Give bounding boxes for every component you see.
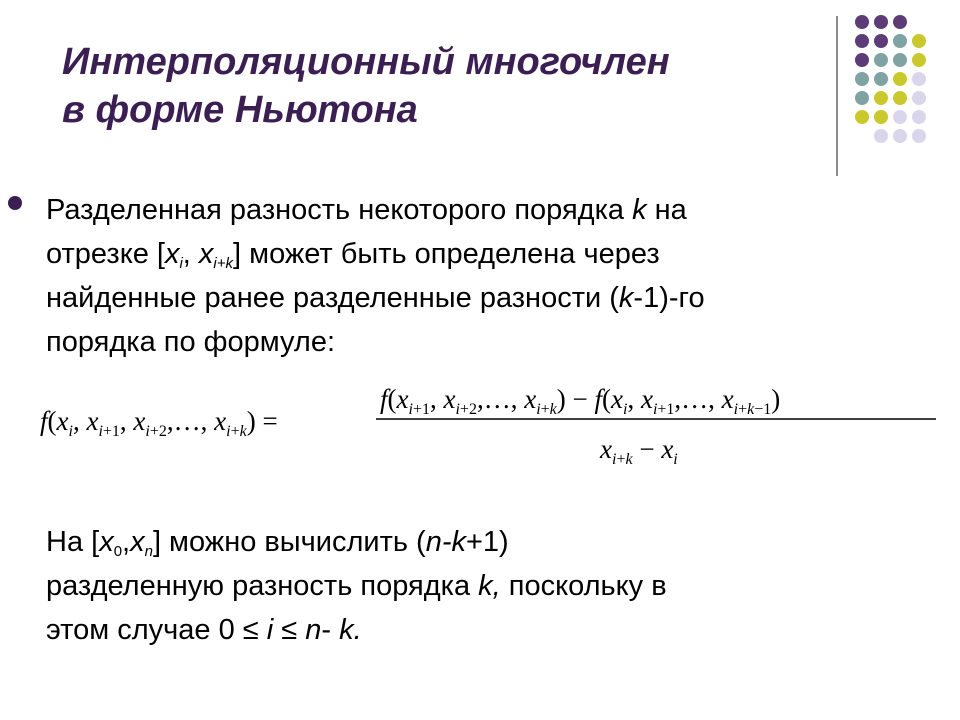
decorative-dot [893,53,907,67]
text-run: На [ [46,526,100,558]
divided-difference-formula [30,372,940,472]
decorative-dot [855,110,869,124]
decorative-dot [855,53,869,67]
decorative-dot [874,34,888,48]
var-k: k. [339,614,362,646]
var-k: k [618,282,634,314]
subscript-i: i [179,255,183,272]
decorative-dot [855,34,869,48]
decorative-dot [893,15,907,29]
decorative-dot [874,129,888,143]
decorative-dot [912,110,926,124]
subscript-0: 0 [113,543,123,560]
decorative-dot [874,110,888,124]
text-run: отрезке [ [46,238,165,270]
para2-line-3 [46,608,926,652]
var-x: x [130,526,145,558]
decorative-dot [874,15,888,29]
decorative-dot [855,91,869,105]
decorative-dot [912,34,926,48]
text-run: ] может быть определена через [233,238,660,270]
formula-numerator: $f(x_{i+1}$, $x_{i+2},\dots$, $x_{i+k}) - f(x_i$, $x_{i+1},\dots$, $x_{i+k-1}$) [380,384,781,418]
paragraph-2 [46,520,926,652]
decorative-dot [874,53,888,67]
text-run: Разделенная разность некоторого порядка [46,194,633,226]
decorative-dot [912,91,926,105]
decorative-dot [893,34,907,48]
bullet-line-4: порядка по формуле: [46,326,336,358]
text-run: разделенную разность порядка [46,570,479,602]
para2-line-2 [46,564,926,608]
bullet-text [46,188,926,364]
text-run: найденные ранее разделенные разности ( [46,282,619,314]
title-line-1: Интерполяционный многочлен [62,41,670,83]
text-run: этом случае 0 ≤ [46,614,267,646]
decorative-dot [893,91,907,105]
var-x: x [99,526,114,558]
decorative-dot [874,72,888,86]
decorative-dot [912,129,926,143]
text-run: ≤ [273,614,306,646]
text-run: - [321,614,340,646]
bullet-line-3 [46,276,926,320]
formula-denominator: $x_{i+k} - x_i$ [600,434,678,468]
title-line-2: в форме Ньютона [62,89,418,131]
decorative-dot [893,110,907,124]
text-run: , [182,238,199,270]
decorative-dot [893,129,907,143]
decorative-dot [912,72,926,86]
bullet-line-2 [46,232,926,276]
var-x: x [198,238,214,270]
var-n: n [305,614,322,646]
expr-n-k: n-k [425,526,466,558]
formula-lhs: $f(x_i$, $x_{i+1}$, $x_{i+2},\dots$, $x_{i+k}$) = [40,406,278,440]
subscript-i-plus-k: i+k [213,255,234,272]
text-run: +1) [465,526,509,558]
text-run: поскольку в [500,570,667,602]
text-run: -1)-го [633,282,705,314]
text-run: ] можно вычислить ( [152,526,426,558]
bullet-marker [8,196,22,210]
var-k: k [632,194,647,226]
text-run: на [646,194,687,226]
text-run: , [122,526,131,558]
decorative-dot [912,53,926,67]
decorative-dot [855,15,869,29]
slide-title [62,38,822,134]
subscript-n: n [144,543,153,560]
para2-line-1 [46,520,926,564]
var-k: k, [478,570,501,602]
title-divider-line [836,16,838,176]
var-i: i [266,614,274,646]
decorative-dot [855,72,869,86]
decorative-dot [874,91,888,105]
decorative-dot [893,72,907,86]
bullet-line-1 [46,188,926,232]
var-x: x [164,238,180,270]
